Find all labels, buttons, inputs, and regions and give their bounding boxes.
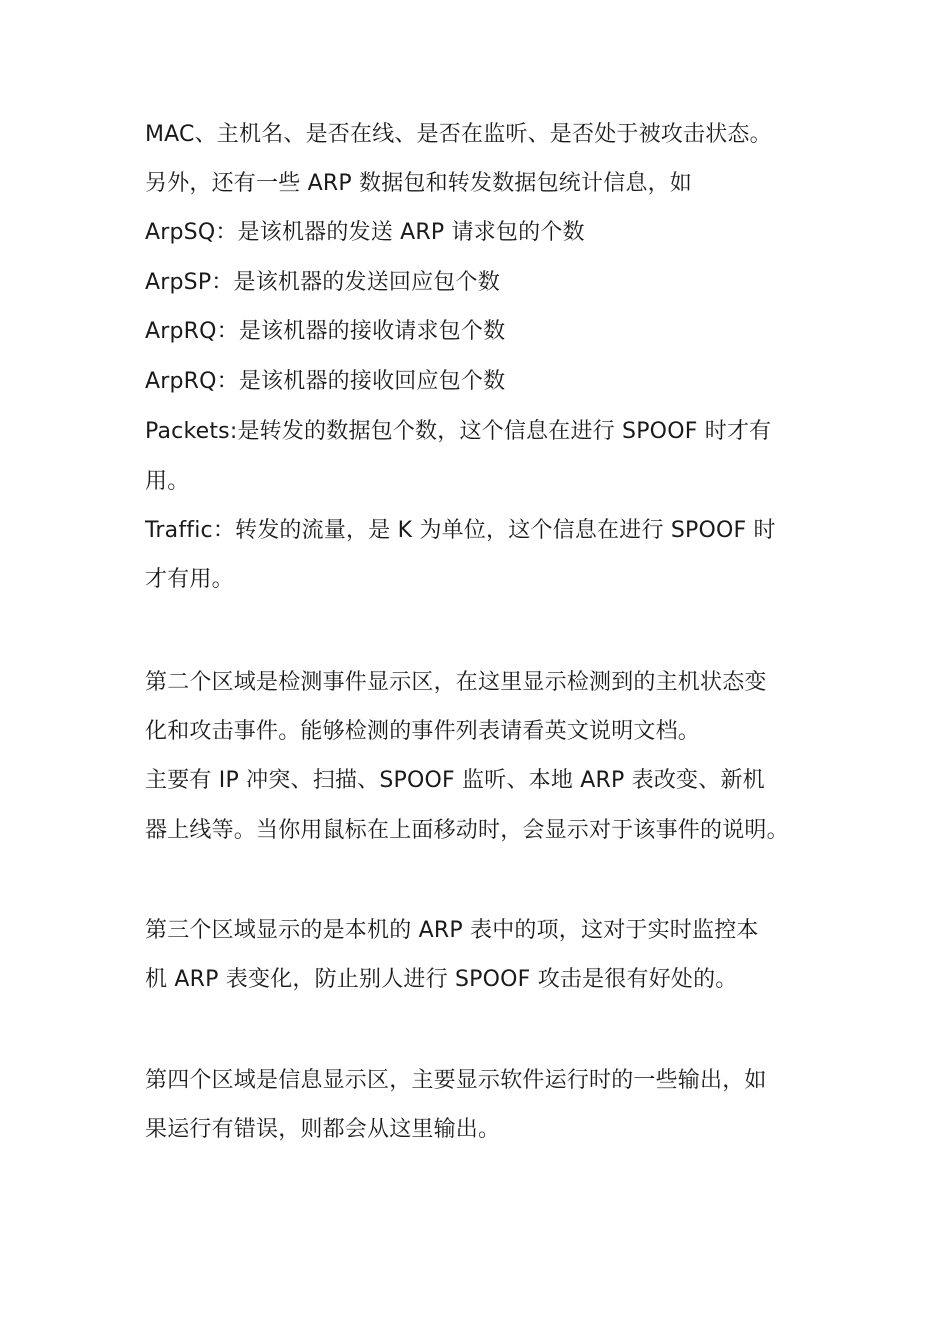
text-line: 第四个区域是信息显示区，主要显示软件运行时的一些输出，如: [145, 1068, 767, 1093]
text-line: ArpRQ：是该机器的接收回应包个数: [145, 369, 506, 394]
text-line: 第二个区域是检测事件显示区，在这里显示检测到的主机状态变: [145, 670, 767, 695]
text-line: ArpSP：是该机器的发送回应包个数: [145, 270, 500, 295]
text-line: 机 ARP 表变化，防止别人进行 SPOOF 攻击是很有好处的。: [145, 967, 738, 992]
text-line: MAC、主机名、是否在线、是否在监听、是否处于被攻击状态。: [145, 122, 772, 147]
text-line: 化和攻击事件。能够检测的事件列表请看英文说明文档。: [145, 719, 701, 744]
text-line: Packets:是转发的数据包个数，这个信息在进行 SPOOF 时才有: [145, 419, 772, 444]
text-line: ArpRQ：是该机器的接收请求包个数: [145, 319, 506, 344]
text-line: 才有用。: [145, 567, 234, 592]
text-line: 用。: [145, 469, 190, 494]
text-line: Traffic：转发的流量，是 K 为单位，这个信息在进行 SPOOF 时: [145, 518, 776, 543]
text-line: 果运行有错误，则都会从这里输出。: [145, 1117, 501, 1142]
text-line: 器上线等。当你用鼠标在上面移动时，会显示对于该事件的说明。: [145, 818, 789, 843]
text-line: 第三个区域显示的是本机的 ARP 表中的项，这对于实时监控本: [145, 918, 759, 943]
text-line: 另外，还有一些 ARP 数据包和转发数据包统计信息，如: [145, 171, 692, 196]
text-line: ArpSQ：是该机器的发送 ARP 请求包的个数: [145, 220, 585, 245]
text-line: 主要有 IP 冲突、扫描、SPOOF 监听、本地 ARP 表改变、新机: [145, 768, 765, 793]
